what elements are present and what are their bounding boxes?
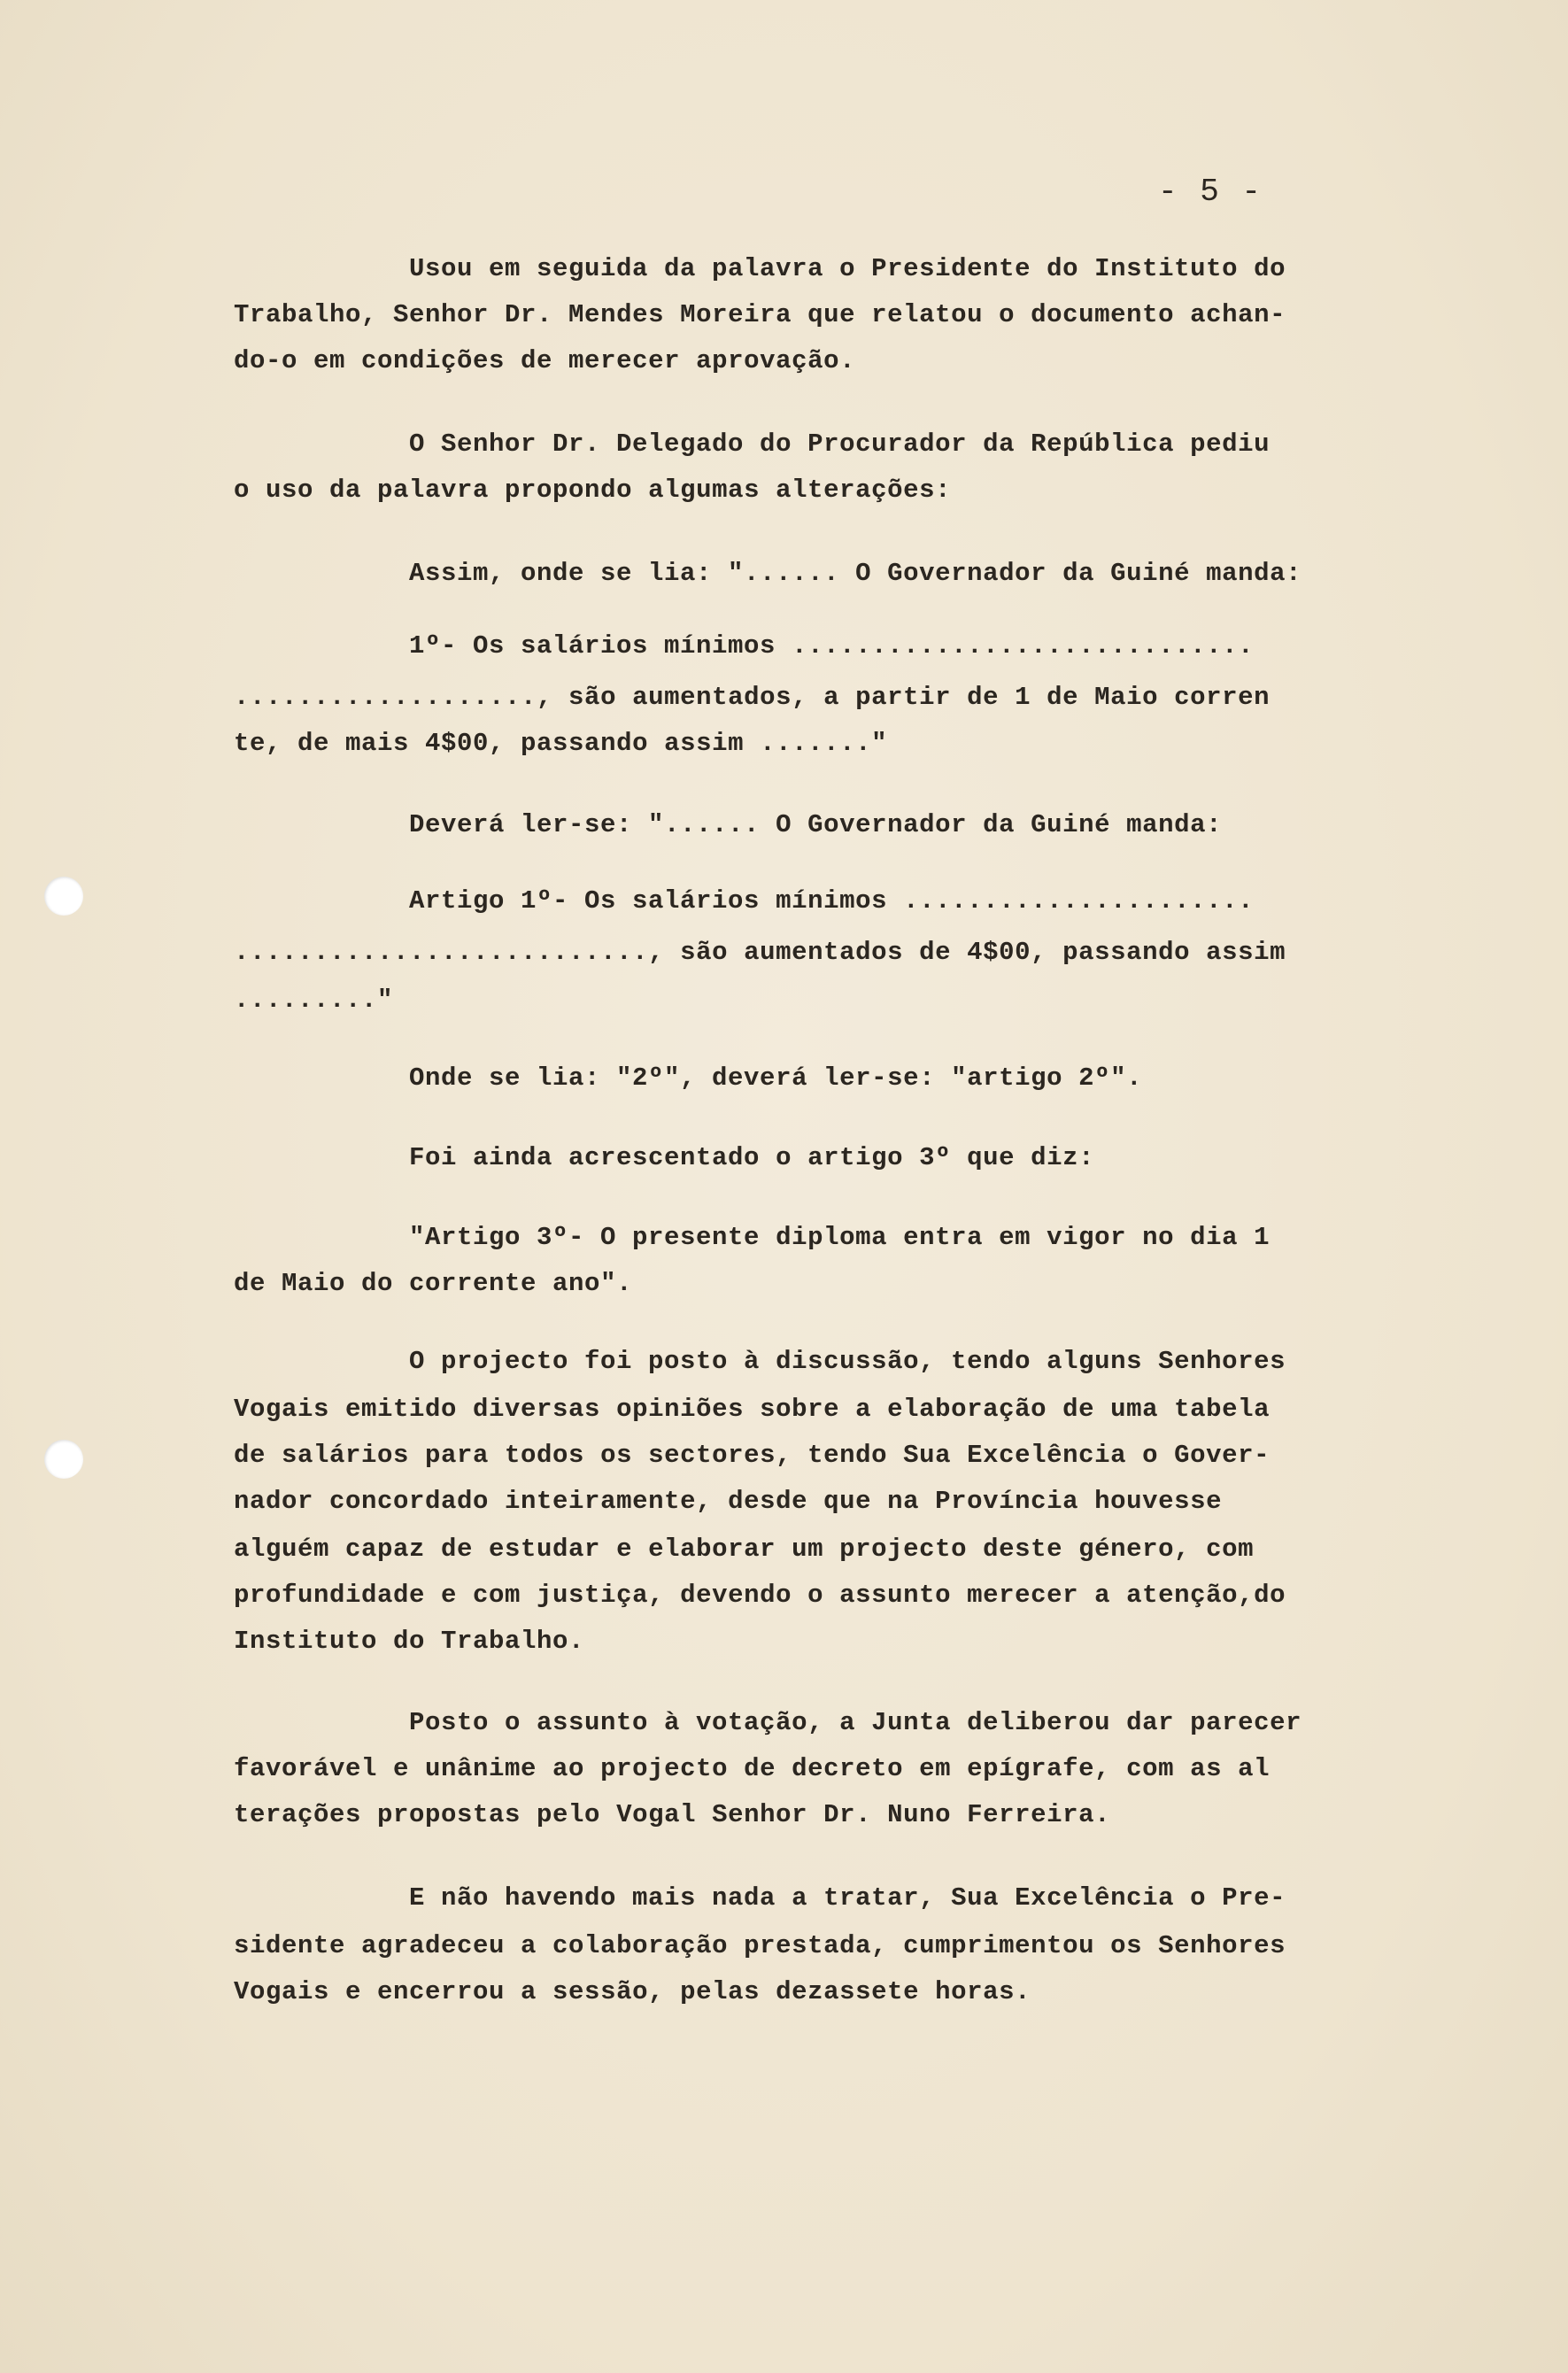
- text-line: de Maio do corrente ano".: [234, 1269, 633, 1298]
- text-line: O Senhor Dr. Delegado do Procurador da República pediu: [409, 429, 1271, 459]
- page-number: - 5 -: [1158, 174, 1263, 210]
- text-line: Foi ainda acrescentado o artigo 3º que diz:: [409, 1143, 1095, 1172]
- text-line: terações propostas pelo Vogal Senhor Dr. Nuno Ferreira.: [234, 1800, 1111, 1829]
- text-line: Vogais e encerrou a sessão, pelas dezassete horas.: [234, 1977, 1031, 2006]
- text-line: Trabalho, Senhor Dr. Mendes Moreira que relatou o documento achan-: [234, 300, 1286, 329]
- text-line: Posto o assunto à votação, a Junta deliberou dar parecer: [409, 1708, 1302, 1737]
- text-line: Onde se lia: "2º", deverá ler-se: "artigo 2º".: [409, 1063, 1143, 1093]
- text-line: favorável e unânime ao projecto de decreto em epígrafe, com as al: [234, 1754, 1271, 1783]
- text-line: .........................., são aumentados de 4$00, passando assim: [234, 938, 1286, 967]
- text-line: Artigo 1º- Os salários mínimos ......................: [409, 886, 1255, 916]
- text-line: E não havendo mais nada a tratar, Sua Excelência o Pre-: [409, 1883, 1286, 1913]
- text-line: Assim, onde se lia: "...... O Governador da Guiné manda:: [409, 559, 1302, 588]
- text-line: O projecto foi posto à discussão, tendo alguns Senhores: [409, 1347, 1286, 1376]
- text-line: do-o em condições de merecer aprovação.: [234, 346, 856, 375]
- text-line: Instituto do Trabalho.: [234, 1627, 585, 1656]
- text-line: alguém capaz de estudar e elaborar um projecto deste género, com: [234, 1534, 1255, 1564]
- text-line: de salários para todos os sectores, tendo Sua Excelência o Gover-: [234, 1441, 1271, 1470]
- text-line: Vogais emitido diversas opiniões sobre a elaboração de uma tabela: [234, 1395, 1271, 1424]
- text-line: 1º- Os salários mínimos .............................: [409, 631, 1255, 661]
- text-line: te, de mais 4$00, passando assim .......": [234, 729, 888, 758]
- text-line: nador concordado inteiramente, desde que na Província houvesse: [234, 1487, 1223, 1516]
- text-line: .........": [234, 986, 394, 1015]
- punch-hole-bottom: [44, 1440, 83, 1479]
- text-line: profundidade e com justiça, devendo o assunto merecer a atenção,do: [234, 1581, 1286, 1610]
- punch-hole-top: [44, 877, 83, 916]
- text-line: sidente agradeceu a colaboração prestada, cumprimentou os Senhores: [234, 1931, 1286, 1960]
- text-line: "Artigo 3º- O presente diploma entra em vigor no dia 1: [409, 1223, 1271, 1252]
- text-line: Usou em seguida da palavra o Presidente do Instituto do: [409, 254, 1286, 283]
- text-line: ..................., são aumentados, a partir de 1 de Maio corren: [234, 683, 1271, 712]
- text-line: Deverá ler-se: "...... O Governador da Guiné manda:: [409, 810, 1223, 839]
- text-line: o uso da palavra propondo algumas alterações:: [234, 475, 952, 505]
